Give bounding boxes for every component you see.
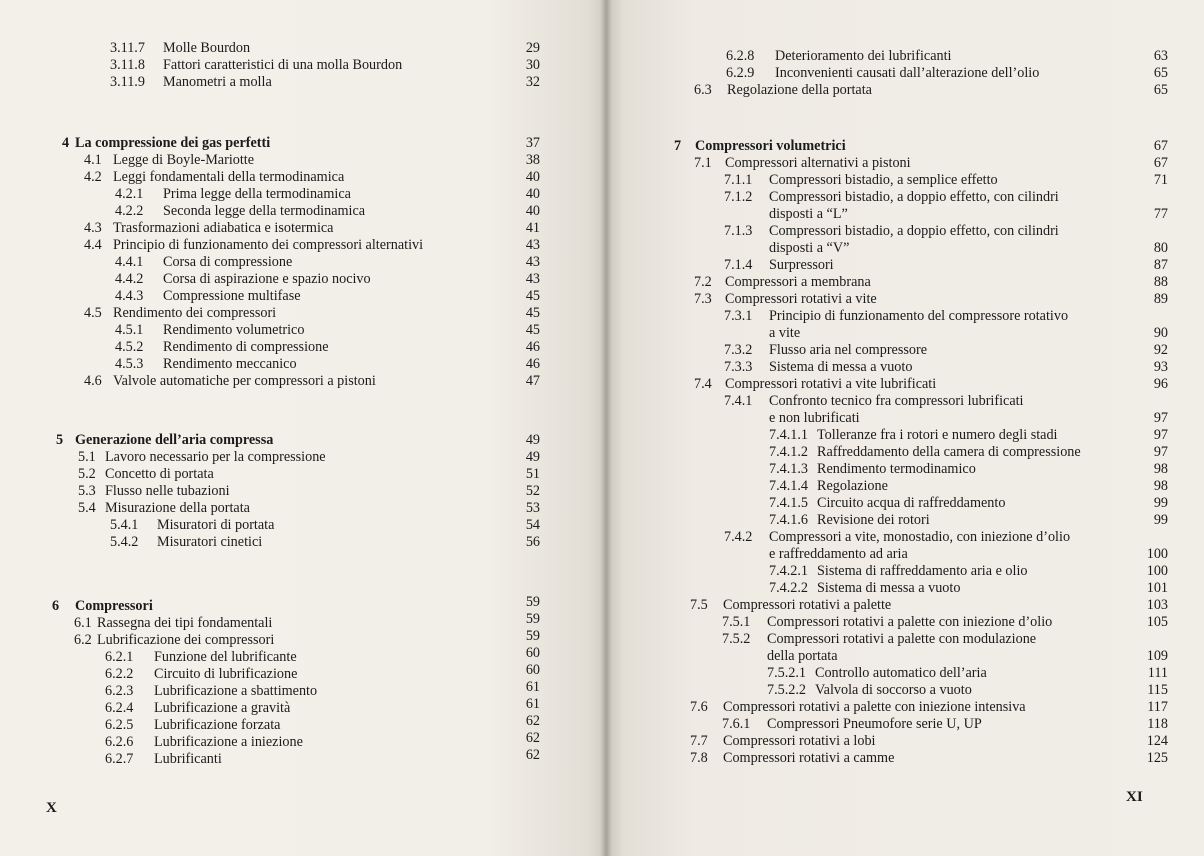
- entry-page-number: 97: [1153, 427, 1168, 443]
- entry-title: Circuito acqua di raffreddamento: [817, 495, 1006, 511]
- entry-number: 7.6.1: [722, 716, 751, 732]
- entry-title: Misurazione della portata: [105, 500, 250, 516]
- entry-title: La compressione dei gas perfetti: [75, 135, 271, 151]
- entry-page-number: 97: [1153, 444, 1168, 460]
- entry-title: disposti a “L”: [769, 206, 848, 222]
- entry-page-number: 62: [525, 713, 540, 729]
- entry-page-number: 88: [1153, 274, 1168, 290]
- entry-page-number: 45: [525, 305, 540, 321]
- entry-title: Lubrificazione forzata: [154, 717, 281, 733]
- entry-number: 6.2: [74, 632, 92, 648]
- entry-number: 7.4.1.1: [769, 427, 809, 443]
- right-folio: XI: [1126, 789, 1143, 805]
- entry-page-number: 60: [525, 662, 540, 678]
- entry-page-number: 67: [1153, 138, 1168, 154]
- entry-number: 6.2.5: [105, 717, 134, 733]
- entry-number: 7.5: [690, 597, 708, 613]
- entry-number: 6.2.9: [726, 65, 755, 81]
- entry-number: 6.2.3: [105, 683, 134, 699]
- entry-title: Deterioramento dei lubrificanti: [775, 48, 952, 64]
- entry-page-number: 96: [1153, 376, 1168, 392]
- entry-page-number: 54: [525, 517, 540, 533]
- entry-title: Compressori: [75, 598, 153, 614]
- entry-title: Compressori a vite, monostadio, con iniezione d’olio: [769, 529, 1071, 545]
- entry-number: 4.5.1: [115, 322, 144, 338]
- entry-page-number: 63: [1153, 48, 1168, 64]
- entry-title: Rendimento meccanico: [163, 356, 297, 372]
- entry-title: Raffreddamento della camera di compressione: [817, 444, 1081, 460]
- left-folio: X: [46, 800, 57, 816]
- entry-page-number: 111: [1147, 665, 1168, 681]
- entry-number: 4.5: [84, 305, 102, 321]
- entry-page-number: 71: [1153, 172, 1168, 188]
- entry-number: 7.1.3: [724, 223, 753, 239]
- entry-page-number: 117: [1147, 699, 1168, 715]
- entry-page-number: 98: [1153, 478, 1168, 494]
- entry-number: 3.11.8: [110, 57, 145, 73]
- entry-page-number: 52: [525, 483, 540, 499]
- entry-number: 4.4.1: [115, 254, 144, 270]
- entry-title: e raffreddamento ad aria: [769, 546, 908, 562]
- entry-page-number: 30: [525, 57, 540, 73]
- entry-number: 6.2.2: [105, 666, 134, 682]
- entry-page-number: 77: [1153, 206, 1168, 222]
- entry-title: Molle Bourdon: [163, 40, 251, 56]
- entry-title: Flusso nelle tubazioni: [105, 483, 230, 499]
- entry-number: 7.4.1.3: [769, 461, 809, 477]
- entry-title: Prima legge della termodinamica: [163, 186, 351, 202]
- entry-page-number: 109: [1146, 648, 1168, 664]
- entry-title: Regolazione della portata: [727, 82, 872, 98]
- entry-page-number: 43: [525, 271, 540, 287]
- entry-title: Principio di funzionamento del compressore rotativo: [769, 308, 1069, 324]
- entry-title: Compressori bistadio, a doppio effetto, con cilindri: [769, 189, 1059, 205]
- entry-number: 4.4.2: [115, 271, 144, 287]
- entry-title: Compressori rotativi a camme: [723, 750, 895, 766]
- entry-page-number: 38: [525, 152, 540, 168]
- entry-title: Lubrificazione a iniezione: [154, 734, 303, 750]
- entry-number: 6.1: [74, 615, 92, 631]
- entry-page-number: 118: [1147, 716, 1168, 732]
- entry-number: 4.1: [84, 152, 102, 168]
- entry-title: Fattori caratteristici di una molla Bourdon: [163, 57, 403, 73]
- entry-title: della portata: [767, 648, 838, 664]
- entry-title: Lubrificazione a sbattimento: [154, 683, 318, 699]
- entry-number: 5.2: [78, 466, 96, 482]
- entry-number: 7.5.1: [722, 614, 751, 630]
- entry-number: 7: [674, 138, 682, 154]
- entry-title: Lavoro necessario per la compressione: [105, 449, 326, 465]
- entry-title: Tolleranze fra i rotori e numero degli stadi: [817, 427, 1058, 443]
- entry-page-number: 99: [1153, 512, 1168, 528]
- entry-number: 3.11.7: [110, 40, 145, 56]
- entry-number: 4.4: [84, 237, 102, 253]
- entry-title: Principio di funzionamento dei compressori alternativi: [113, 237, 424, 253]
- entry-number: 7.5.2.1: [767, 665, 807, 681]
- entry-page-number: 32: [525, 74, 540, 90]
- entry-title: Compressori volumetrici: [695, 138, 846, 154]
- entry-title: Compressori rotativi a palette con iniezione d’olio: [767, 614, 1053, 630]
- entry-page-number: 90: [1153, 325, 1168, 341]
- entry-title: Compressori alternativi a pistoni: [725, 155, 911, 171]
- entry-page-number: 105: [1146, 614, 1168, 630]
- entry-number: 7.8: [690, 750, 708, 766]
- entry-title: Flusso aria nel compressore: [769, 342, 927, 358]
- entry-title: Rendimento termodinamico: [817, 461, 976, 477]
- entry-number: 4.4.3: [115, 288, 144, 304]
- entry-title: Manometri a molla: [163, 74, 272, 90]
- entry-number: 5.1: [78, 449, 96, 465]
- entry-title: Confronto tecnico fra compressori lubrificati: [769, 393, 1024, 409]
- entry-number: 5: [56, 432, 64, 448]
- entry-number: 5.4: [78, 500, 96, 516]
- entry-title: Lubrificazione a gravità: [154, 700, 291, 716]
- entry-number: 4.5.3: [115, 356, 144, 372]
- entry-page-number: 59: [525, 594, 540, 610]
- entry-title: Misuratori cinetici: [157, 534, 263, 550]
- entry-title: Compressori rotativi a vite: [725, 291, 877, 307]
- entry-page-number: 93: [1153, 359, 1168, 375]
- entry-number: 6: [52, 598, 60, 614]
- entry-title: Compressori a membrana: [725, 274, 871, 290]
- entry-page-number: 45: [525, 288, 540, 304]
- entry-title: Regolazione: [817, 478, 888, 494]
- entry-page-number: 43: [525, 254, 540, 270]
- entry-title: Circuito di lubrificazione: [154, 666, 298, 682]
- entry-title: Rendimento volumetrico: [163, 322, 305, 338]
- entry-title: Misuratori di portata: [157, 517, 275, 533]
- entry-number: 4.3: [84, 220, 102, 236]
- entry-title: Seconda legge della termodinamica: [163, 203, 366, 219]
- entry-page-number: 43: [525, 237, 540, 253]
- entry-title: e non lubrificati: [769, 410, 860, 426]
- entry-page-number: 45: [525, 322, 540, 338]
- entry-number: 5.4.2: [110, 534, 139, 550]
- entry-page-number: 40: [525, 169, 540, 185]
- entry-number: 7.4.2: [724, 529, 753, 545]
- entry-title: Compressori rotativi a palette con modulazione: [767, 631, 1037, 647]
- entry-title: Funzione del lubrificante: [154, 649, 297, 665]
- entry-title: Valvola di soccorso a vuoto: [815, 682, 972, 698]
- entry-page-number: 99: [1153, 495, 1168, 511]
- entry-number: 3.11.9: [110, 74, 145, 90]
- entry-page-number: 29: [525, 40, 540, 56]
- entry-title: Lubrificanti: [154, 751, 222, 767]
- entry-number: 7.4.2.1: [769, 563, 809, 579]
- entry-title: Compressori rotativi a palette: [723, 597, 892, 613]
- entry-title: Concetto di portata: [105, 466, 214, 482]
- entry-number: 6.2.6: [105, 734, 134, 750]
- entry-page-number: 101: [1146, 580, 1168, 596]
- entry-number: 7.1.4: [724, 257, 753, 273]
- entry-title: Leggi fondamentali della termodinamica: [113, 169, 345, 185]
- entry-title: Generazione dell’aria compressa: [75, 432, 274, 448]
- entry-page-number: 98: [1153, 461, 1168, 477]
- entry-title: Corsa di aspirazione e spazio nocivo: [163, 271, 371, 287]
- entry-page-number: 40: [525, 203, 540, 219]
- entry-number: 7.4: [694, 376, 712, 392]
- entry-page-number: 97: [1153, 410, 1168, 426]
- entry-title: Controllo automatico dell’aria: [815, 665, 987, 681]
- entry-number: 7.1.1: [724, 172, 753, 188]
- entry-page-number: 92: [1153, 342, 1168, 358]
- entry-page-number: 62: [525, 747, 540, 763]
- entry-number: 5.4.1: [110, 517, 139, 533]
- entry-number: 6.2.4: [105, 700, 134, 716]
- entry-number: 4: [62, 135, 70, 151]
- entry-page-number: 53: [525, 500, 540, 516]
- entry-page-number: 47: [525, 373, 540, 389]
- entry-title: Revisione dei rotori: [817, 512, 930, 528]
- entry-number: 4.5.2: [115, 339, 144, 355]
- entry-page-number: 100: [1146, 563, 1168, 579]
- entry-page-number: 37: [525, 135, 540, 151]
- entry-title: Compressori bistadio, a semplice effetto: [769, 172, 998, 188]
- entry-page-number: 56: [525, 534, 540, 550]
- entry-title: Compressori Pneumofore serie U, UP: [767, 716, 982, 732]
- entry-page-number: 40: [525, 186, 540, 202]
- entry-title: Sistema di messa a vuoto: [817, 580, 961, 596]
- entry-title: Lubrificazione dei compressori: [97, 632, 275, 648]
- entry-page-number: 41: [525, 220, 540, 236]
- entry-title: Compressori rotativi a lobi: [723, 733, 876, 749]
- entry-title: Sistema di raffreddamento aria e olio: [817, 563, 1028, 579]
- entry-page-number: 59: [525, 628, 540, 644]
- entry-number: 7.6: [690, 699, 708, 715]
- right-page: [606, 0, 1204, 856]
- entry-number: 6.2.7: [105, 751, 134, 767]
- entry-number: 7.3.3: [724, 359, 753, 375]
- entry-title: Compressori rotativi a vite lubrificati: [725, 376, 937, 392]
- entry-title: Compressori rotativi a palette con iniezione intensiva: [723, 699, 1026, 715]
- entry-number: 7.3: [694, 291, 712, 307]
- entry-page-number: 67: [1153, 155, 1168, 171]
- entry-number: 6.2.8: [726, 48, 755, 64]
- entry-number: 7.2: [694, 274, 712, 290]
- entry-number: 6.3: [694, 82, 712, 98]
- entry-number: 7.1: [694, 155, 712, 171]
- entry-number: 4.2: [84, 169, 102, 185]
- entry-number: 7.4.1: [724, 393, 753, 409]
- entry-page-number: 49: [525, 449, 540, 465]
- entry-page-number: 89: [1153, 291, 1168, 307]
- entry-page-number: 62: [525, 730, 540, 746]
- entry-page-number: 46: [525, 356, 540, 372]
- entry-title: Surpressori: [769, 257, 834, 273]
- entry-number: 7.3.2: [724, 342, 753, 358]
- entry-page-number: 59: [525, 611, 540, 627]
- entry-title: Legge di Boyle-Mariotte: [113, 152, 255, 168]
- entry-number: 7.1.2: [724, 189, 753, 205]
- gutter-shadow: [600, 0, 612, 856]
- entry-title: disposti a “V”: [769, 240, 850, 256]
- entry-title: Compressione multifase: [163, 288, 301, 304]
- entry-number: 7.4.1.6: [769, 512, 809, 528]
- entry-page-number: 103: [1146, 597, 1168, 613]
- right-toc: [606, 0, 1204, 856]
- entry-title: Inconvenienti causati dall’alterazione dell’olio: [775, 65, 1040, 81]
- entry-page-number: 65: [1153, 65, 1168, 81]
- entry-number: 5.3: [78, 483, 96, 499]
- entry-page-number: 80: [1153, 240, 1168, 256]
- entry-page-number: 87: [1153, 257, 1168, 273]
- entry-title: Corsa di compressione: [163, 254, 293, 270]
- entry-number: 4.6: [84, 373, 102, 389]
- entry-page-number: 51: [525, 466, 540, 482]
- entry-number: 7.5.2.2: [767, 682, 807, 698]
- entry-number: 7.4.2.2: [769, 580, 809, 596]
- entry-page-number: 65: [1153, 82, 1168, 98]
- entry-page-number: 46: [525, 339, 540, 355]
- entry-page-number: 61: [525, 679, 540, 695]
- entry-title: Compressori bistadio, a doppio effetto, con cilindri: [769, 223, 1059, 239]
- entry-page-number: 61: [525, 696, 540, 712]
- entry-page-number: 49: [525, 432, 540, 448]
- entry-page-number: 124: [1146, 733, 1168, 749]
- entry-number: 4.2.2: [115, 203, 144, 219]
- entry-title: Sistema di messa a vuoto: [769, 359, 913, 375]
- entry-number: 4.2.1: [115, 186, 144, 202]
- entry-page-number: 100: [1146, 546, 1168, 562]
- entry-page-number: 115: [1147, 682, 1168, 698]
- entry-title: Valvole automatiche per compressori a pistoni: [113, 373, 376, 389]
- entry-title: a vite: [769, 325, 801, 341]
- entry-number: 7.4.1.4: [769, 478, 809, 494]
- entry-title: Rendimento dei compressori: [113, 305, 277, 321]
- entry-number: 7.4.1.5: [769, 495, 809, 511]
- entry-title: Rendimento di compressione: [163, 339, 329, 355]
- entry-title: Rassegna dei tipi fondamentali: [97, 615, 273, 631]
- entry-number: 7.7: [690, 733, 708, 749]
- entry-number: 7.4.1.2: [769, 444, 809, 460]
- entry-page-number: 60: [525, 645, 540, 661]
- entry-number: 7.3.1: [724, 308, 753, 324]
- entry-title: Trasformazioni adiabatica e isotermica: [113, 220, 334, 236]
- entry-number: 7.5.2: [722, 631, 751, 647]
- entry-page-number: 125: [1146, 750, 1168, 766]
- entry-number: 6.2.1: [105, 649, 134, 665]
